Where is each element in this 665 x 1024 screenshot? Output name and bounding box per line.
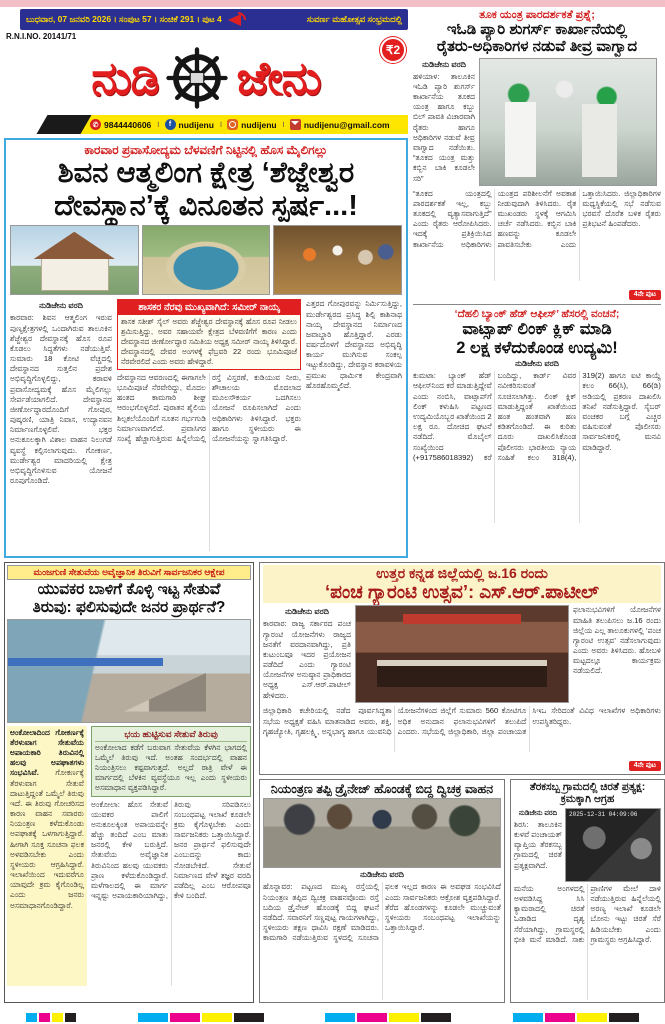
mla-support-box	[117, 299, 301, 370]
print-registration-bars	[0, 1013, 665, 1022]
bridge-photo	[7, 619, 251, 723]
bridge-side-text: ಗೋಕರ್ಣಕ್ಕೆ ತೆರಳುವಾಗ ಸೇತುವೆ ದಾಟುತ್ತಿದ್ದಂತೆ ಒಮ್ಮೆಲೆ ತಿರುವು ಇದೆ. ಈ ತಿರುವು ಗೋಚರಿಸದ ಕಾರಣ ವಾಹನ ಸವಾರರು ನಿಯಂತ್ರಣ ಕಳೆದುಕೊಂಡು ಅಪಘಾತಕ್ಕೆ ಒಳಗಾಗುತ್ತಿದ್ದಾರೆ. ಹೀಗಾಗಿ ಸೂಕ್ತ ಸೂಚನಾ ಫಲಕ ಅಳವಡಿಸಬೇಕು ಎಂದು ಸ್ಥಳೀಯರು ಆಗ್ರಹಿಸಿದ್ದಾರೆ. ಇಲಾಖೆಯಿಂದ ಇದುವರೆಗೂ ಯಾವುದೇ ಕ್ರಮ ಕೈಗೊಂಡಿಲ್ಲ ಎಂದು ಜನರು ಅಸಮಾಧಾನಗೊಂಡಿದ್ದಾರೆ.	[10, 768, 84, 910]
jubilee-note: ಸುವರ್ಣ ಮಹೋತ್ಸವ ಸಂಭ್ರಮದಲ್ಲಿ	[306, 14, 402, 24]
color-bar	[577, 1013, 607, 1022]
sugar-body-columns: “ತೂಕದ ಯಂತ್ರದಲ್ಲಿ ಪಾರದರ್ಶಕತೆ ಇಲ್ಲ, ಕಬ್ಬು ತೂಕದಲ್ಲಿ ವ್ಯತ್ಯಾಸವಾಗುತ್ತಿದೆ” ಎಂದು ರೈತರು ಆರೋಪಿಸಿದರು. ಇದಕ್ಕೆ ಪ್ರತಿಕ್ರಿಯಿಸಿದ ಕಾರ್ಖಾನೆಯ ಅಧಿಕಾರಿಗಳು ಯಂತ್ರದ ಪರಿಶೀಲನೆಗೆ ಅವಕಾಶ ನೀಡುವುದಾಗಿ ತಿಳಿಸಿದರು. ರೈತ ಮುಖಂಡರು ಸ್ಥಳಕ್ಕೆ ಆಗಮಿಸಿ ಚರ್ಚೆ ನಡೆಸಿದರು. ಕಬ್ಬಿನ ಬಾಕಿ ಹಣವನ್ನು ಕೂಡಲೇ ಪಾವತಿಸಬೇಕು ಎಂದು ಒತ್ತಾಯಿಸಿದರು. ಜಿಲ್ಲಾಧಿಕಾರಿಗಳ ಮಧ್ಯಸ್ಥಿಕೆಯಲ್ಲಿ ಸಭೆ ನಡೆಸುವ ಭರವಸೆ ದೊರೆತ ಬಳಿಕ ರೈತರು ಪ್ರತಿಭಟನೆ ಹಿಂಪಡೆದರು.	[413, 188, 661, 249]
sugar-headline-line1: ಇಓಡಿ ಪ್ಯಾರಿ ಶುಗರ್ಸ್ ಕಾರ್ಖಾನೆಯಲ್ಲಿ	[446, 21, 628, 39]
lead-column-4: ಎತ್ತರದ ಗೋಪುರವನ್ನು ನಿರ್ಮಿಸುತ್ತಿದ್ದು, ಮುರ್ಡೇಶ್ವರದ ಪ್ರಸಿದ್ಧ ಶಿಲ್ಪಿ ಕಾಶಿನಾಥ ನಾಯ್ಕ ದೇವಸ್ಥಾನದ ನಿರ್ಮಾಣದ ಜವಾಬ್ದಾರಿ ಹೊತ್ತಿದ್ದಾರೆ. ಎರಡು ವರ್ಷದೊಳಗೆ ದೇವಸ್ಥಾನದ ಅಭಿವೃದ್ಧಿ ಕಾರ್ಯ ಮುಗಿಸುವ ಸಂಕಲ್ಪ ಇಟ್ಟುಕೊಂಡಿದ್ದು, ದೇವಸ್ಥಾನ ಕರಾವಳಿಯ ಪ್ರಮುಖ ಧಾರ್ಮಿಕ ಕೇಂದ್ರವಾಗಿ ಹೊರಹೊಮ್ಮಲಿದೆ.	[306, 299, 402, 390]
color-bar	[170, 1013, 200, 1022]
phone-icon: ✆	[90, 119, 101, 130]
factory-meeting-photo	[479, 58, 657, 186]
bridge-highlight-text: ಅಂಕೋಲಾದ ಕಡೆಗೆ ಬರುವಾಗ ಸೇತುವೆಯ ಕೆಳಗಿನ ಭಾಗದಲ್ಲಿ ಒಮ್ಮೆಲೆ ತಿರುವು ಇದೆ. ಅಂತಹ ಸಂದರ್ಭದಲ್ಲಿ ವಾಹನ ನಿಯಂತ್ರಿಸಲು ಕಷ್ಟವಾಗುತ್ತದೆ. ಅಲ್ಲದೆ ರಾತ್ರಿ ವೇಳೆ ಈ ಮಾರ್ಗದಲ್ಲಿ ಬೆಳಕಿನ ವ್ಯವಸ್ಥೆಯೂ ಇಲ್ಲ ಎಂದು ಸ್ಥಳೀಯರು ಅಸಮಾಧಾನ ವ್ಯಕ್ತಪಡಿಸಿದ್ದಾರೆ.	[95, 742, 247, 793]
color-bar	[513, 1013, 543, 1022]
drainage-accident-story	[259, 779, 505, 1003]
color-bar	[389, 1013, 419, 1022]
mla-support-box-title: ಶಾಸಕರ ನೆರವು ಮುಖ್ಯವಾಗಿದೆ: ಸಮೀರ್ ನಾಯ್ಕ	[118, 300, 300, 315]
color-bar	[65, 1013, 76, 1022]
color-bar	[609, 1013, 639, 1022]
masthead-word-1: ನುಡಿ	[91, 52, 159, 104]
edition-info-bar	[20, 9, 408, 30]
fraud-headline-line2: 2 ಲಕ್ಷ ಕಳೆದುಕೊಂಡ ಉದ್ಯಮಿ!	[456, 338, 618, 357]
masthead	[4, 41, 408, 115]
bridge-yellow-column	[7, 726, 87, 986]
color-bar	[234, 1013, 264, 1022]
cmyk-group	[26, 1013, 76, 1022]
color-bar	[325, 1013, 355, 1022]
lead-columns-2-3: ದೇವಸ್ಥಾನದ ಆವರಣದಲ್ಲಿ ಈಗಾಗಲೇ ಭೂಮಿಪೂಜೆ ನೆರವೇರಿದ್ದು, ಮೊದಲ ಹಂತದ ಕಾಮಗಾರಿ ಶೀಘ್ರ ಆರಂಭಗೊಳ್ಳಲಿದೆ. ಪುರಾತನ ಶೈಲಿಯ ಶಿಲ್ಪಕಲೆಯೊಂದಿಗೆ ನೂತನ ಗರ್ಭಗುಡಿ ನಿರ್ಮಾಣವಾಗಲಿದೆ. ಪ್ರವಾಸಿಗರ ಸಂಖ್ಯೆ ಹೆಚ್ಚಾಗುತ್ತಿರುವ ಹಿನ್ನೆಲೆಯಲ್ಲಿ ರಸ್ತೆ ವಿಸ್ತರಣೆ, ಕುಡಿಯುವ ನೀರು, ಶೌಚಾಲಯ ಮೊದಲಾದ ಮೂಲಸೌಕರ್ಯ ಒದಗಿಸಲು ಯೋಜನೆ ರೂಪಿಸಲಾಗಿದೆ ಎಂದು ಅಧಿಕಾರಿಗಳು ತಿಳಿಸಿದ್ದಾರೆ. ಭಕ್ತರು ಹಾಗೂ ಸ್ಥಳೀಯರು ಈ ಯೋಜನೆಯನ್ನು ಸ್ವಾಗತಿಸಿದ್ದಾರೆ.	[117, 372, 301, 443]
lead-kicker: ಕಾರವಾರ ಪ್ರವಾಸೋದ್ಯಮ ಬೆಳವಣಿಗೆ ನಿಟ್ಟಿನಲ್ಲಿ ಹೊಸ ಮೈಲಿಗಲ್ಲು	[84, 143, 328, 157]
sugar-column-1: ಹಳಿಯಾಳ: ತಾಲೂಕಿನ ಇಓಡಿ ಪ್ಯಾರಿ ಶುಗರ್ಸ್ ಕಾರ್ಖಾನೆಯ ತೂಕದ ಯಂತ್ರ ಹಾಗೂ ಕಬ್ಬು ಬಿಲ್ ಪಾವತಿ ವಿಚಾರವಾಗಿ ರೈತರು ಹಾಗೂ ಅಧಿಕಾರಿಗಳ ನಡುವೆ ತೀವ್ರ ವಾಗ್ವಾದ ನಡೆಯಿತು. “ತೂಕದ ಯಂತ್ರ ಮತ್ತು ಕಬ್ಬಿನ ಬಾಕಿ ಕೂಡಲೇ ಸರಿ”	[413, 71, 475, 183]
leopard-headline: ತೆರಕಸಬ್ಬ ಗ್ರಾಮದಲ್ಲಿ ಚಿರತೆ ಪ್ರತ್ಯಕ್ಷ: ಕ್ರಮಕ್ಕಾಗಿ ಆಗ್ರಹ	[529, 781, 646, 806]
separator: ।	[156, 119, 160, 129]
sugar-kicker: ತೂಕ ಯಂತ್ರ ಪಾರದರ್ಶಕತೆ ಪ್ರಶ್ನೆ;	[479, 9, 595, 21]
mla-support-box-text: ಶಾಸಕ ಸತೀಶ್ ಸೈಲ್ ಅವರು ಶೆಜ್ಜೇಶ್ವರ ದೇವಸ್ಥಾನಕ್ಕೆ ಹೊಸ ರೂಪ ನೀಡಲು ಶ್ರಮಿಸುತ್ತಿದ್ದು, ಅವರ ಸಹಾಯವೇ ಕ್ಷೇತ್ರದ ಬೆಳವಣಿಗೆಗೆ ಕಾರಣ ಎಂದು ದೇವಸ್ಥಾನದ ಜೀರ್ಣೋದ್ಧಾರ ಸಮಿತಿಯ ಅಧ್ಯಕ್ಷ ಸಮೀರ್ ನಾಯ್ಕ ತಿಳಿಸಿದ್ದಾರೆ. ದೇವಸ್ಥಾನದಲ್ಲಿ ದೇವರ ಅಂಗಳಕ್ಕೆ ಫೆಬ್ರವರಿ 22 ರಂದು ಭೂಮಿಪೂಜೆ ನೆರವೇರಲಿದೆ ಎಂದು ಅವರು ಹೇಳಿದ್ದಾರೆ.	[121, 317, 297, 367]
bridge-body-columns: ಅಂಕೋಲಾ: ಹೊಸ ಸೇತುವೆ ಯುವಕರ ಪಾಲಿಗೆ ಅನುಕೂಲಕ್ಕಿಂತ ಅಪಾಯವನ್ನೇ ಹೆಚ್ಚು ತಂದಿದೆ ಎಂಬ ಮಾತು ಜನರಲ್ಲಿ ಕೇಳಿ ಬರುತ್ತಿದೆ. ಸೇತುವೆಯ ಅವೈಜ್ಞಾನಿಕ ತಿರುವಿನಿಂದ ಹಲವು ಯುವಕರು ಪ್ರಾಣ ಕಳೆದುಕೊಂಡಿದ್ದಾರೆ. ಮಳೆಗಾಲದಲ್ಲಿ ಈ ಮಾರ್ಗ ಇನ್ನಷ್ಟು ಅಪಾಯಕಾರಿಯಾಗಿದ್ದು, ತಿರುವು ಸರಿಪಡಿಸಲು ಸಂಬಂಧಪಟ್ಟ ಇಲಾಖೆ ಕೂಡಲೇ ಕ್ರಮ ಕೈಗೊಳ್ಳಬೇಕು ಎಂದು ಸಾರ್ವಜನಿಕರು ಒತ್ತಾಯಿಸಿದ್ದಾರೆ. ಜನರ ಪ್ರಾರ್ಥನೆ ಫಲಿಸುವುದೇ ಎಂಬುದನ್ನು ಕಾದು ನೋಡಬೇಕಿದೆ. ಸೇತುವೆ ನಿರ್ಮಾಣದ ವೇಳೆ ತಜ್ಞರ ವರದಿ ಪಡೆದಿಲ್ಲ ಎಂಬ ಆರೋಪವೂ ಕೇಳಿ ಬಂದಿದೆ.	[91, 799, 251, 901]
cctv-timestamp: 2025-12-31 04:09:06	[569, 810, 638, 818]
temple-pond-rendering-photo	[142, 225, 271, 295]
email-icon	[290, 119, 301, 130]
top-margin-strip	[0, 0, 665, 7]
lead-headline-line2: ದೇವಸ್ಥಾನ’ಕ್ಕೆ ವಿನೂತನ ಸ್ಪರ್ಷ...!	[54, 189, 358, 222]
panch-headline-line2: ‘ಪಂಚ ಗ್ಯಾರಂಟಿ ಉತ್ಸವ’: ಎಸ್.ಆರ್.ಪಾಟೀಲ್	[324, 580, 600, 602]
cmyk-group	[513, 1013, 639, 1022]
bridge-story	[4, 562, 254, 1003]
accident-crowd-photo	[263, 798, 501, 868]
edition-date: ಬುಧವಾರ, 07 ಜನವರಿ 2026 । ಸಂಪುಟ 57 । ಸಂಚಿಕೆ 291 । ಪುಟ 4	[26, 14, 222, 24]
separator: ।	[281, 119, 285, 129]
lead-headline-line1: ಶಿವನ ಆತ್ಮಲಿಂಗ ಕ್ಷೇತ್ರ ‘ಶೆಜ್ಜೇಶ್ವರ	[57, 157, 355, 190]
bridge-highlight-box	[91, 726, 251, 797]
color-bar	[545, 1013, 575, 1022]
drain-headline: ನಿಯಂತ್ರಣ ತಪ್ಪಿ ಡ್ರೈನೇಜ್ ಹೊಂಡಕ್ಕೆ ಬಿದ್ದ ದ್ವಿಚಕ್ರ ವಾಹನ	[270, 782, 494, 797]
sugar-factory-story	[413, 9, 661, 305]
panch-left-column: ಕಾರವಾರ: ರಾಜ್ಯ ಸರ್ಕಾರದ ಪಂಚ ಗ್ಯಾರಂಟಿ ಯೋಜನೆಗಳು ರಾಜ್ಯದ ಜನತೆಗೆ ವರದಾನವಾಗಿದ್ದು, ಪ್ರತಿ ಕುಟುಂಬವೂ ಇದರ ಪ್ರಯೋಜನ ಪಡೆದಿದೆ ಎಂದು ಗ್ಯಾರಂಟಿ ಯೋಜನೆಗಳ ಅನುಷ್ಠಾನ ಪ್ರಾಧಿಕಾರದ ಅಧ್ಯಕ್ಷ ಎಸ್.ಆರ್.ಪಾಟೀಲ್ ಹೇಳಿದರು.	[263, 619, 351, 700]
fraud-byline: ನುಡಿಜೇನು ವರದಿ	[515, 359, 559, 369]
panch-byline: ನುಡಿಜೇನು ವರದಿ	[285, 607, 329, 617]
leopard-byline: ನುಡಿಜೇನು ವರದಿ	[518, 809, 558, 817]
color-bar	[421, 1013, 451, 1022]
contact-strip-flag	[37, 115, 92, 134]
facebook-handle: f nudijenu	[165, 119, 214, 130]
bridge-kicker: ಮಂಜಗುಣಿ ಸೇತುವೆಯ ಅವೈಜ್ಞಾನಿಕ ತಿರುವಿಗೆ ಸಾರ್ವಜನಿಕರ ಆಕ್ಷೇಪ	[7, 565, 251, 580]
cmyk-group	[138, 1013, 264, 1022]
rni-number: R.N.I.NO. 20141/71	[6, 32, 77, 41]
lead-column-1: ಕಾರವಾರ: ಶಿವನ ಆತ್ಮಲಿಂಗ ಇರುವ ಪುಣ್ಯಕ್ಷೇತ್ರಗಳಲ್ಲಿ ಒಂದಾಗಿರುವ ತಾಲೂಕಿನ ಶೆಜ್ಜೇಶ್ವರ ದೇವಸ್ಥಾನಕ್ಕೆ ಹೊಸ ರೂಪ ಕೊಡಲು ಸಿದ್ಧತೆಗಳು ನಡೆಯುತ್ತಿವೆ. ಸುಮಾರು 18 ಕೋಟಿ ವೆಚ್ಚದಲ್ಲಿ ದೇವಸ್ಥಾನದ ಸುತ್ತಲಿನ ಪ್ರದೇಶ ಅಭಿವೃದ್ಧಿಗೊಳ್ಳಲಿದ್ದು, ಕರಾವಳಿ ಪ್ರವಾಸೋದ್ಯಮಕ್ಕೆ ಹೊಸ ಮೈಲಿಗಲ್ಲು ಸೇರ್ಪಡೆಯಾಗಲಿದೆ. ದೇವಸ್ಥಾನದ ಜೀರ್ಣೋದ್ಧಾರದೊಂದಿಗೆ ಗೋಪುರ, ಪುಷ್ಕರಣಿ, ಯಾತ್ರಿ ನಿವಾಸ, ಉದ್ಯಾನವನ ನಿರ್ಮಾಣಗೊಳ್ಳಲಿವೆ. ಭಕ್ತರ ಅನುಕೂಲಕ್ಕಾಗಿ ವಿಶಾಲ ವಾಹನ ನಿಲುಗಡೆ ವ್ಯವಸ್ಥೆ ಕಲ್ಪಿಸಲಾಗುವುದು. ಗೋಕರ್ಣ, ಮುರ್ಡೇಶ್ವರ ಮಾದರಿಯಲ್ಲಿ ಕ್ಷೇತ್ರ ಅಭಿವೃದ್ಧಿಗೊಳಿಸುವ ಯೋಜನೆ ರೂಪುಗೊಂಡಿದೆ.	[10, 313, 112, 486]
bridge-headline-line2: ತಿರುವು: ಫಲಿಸುವುದೇ ಜನರ ಪ್ರಾರ್ಥನೆ?	[32, 599, 226, 617]
leopard-body-columns: ಮನೆಯ ಅಂಗಳದಲ್ಲಿ ಅಳವಡಿಸಿದ್ದ ಸಿಸಿ ಕ್ಯಾಮರಾದಲ್ಲಿ ಚಿರತೆ ಓಡಾಡಿದ ದೃಶ್ಯ ಸೆರೆಯಾಗಿದ್ದು, ಗ್ರಾಮಸ್ಥರಲ್ಲಿ ಭೀತಿ ಮನೆ ಮಾಡಿದೆ. ಸಾಕು ಪ್ರಾಣಿಗಳ ಮೇಲೆ ದಾಳಿ ನಡೆಯುತ್ತಿರುವ ಹಿನ್ನೆಲೆಯಲ್ಲಿ ಅರಣ್ಯ ಇಲಾಖೆ ಕೂಡಲೇ ಬೋನು ಇಟ್ಟು ಚಿರತೆ ಸೆರೆ ಹಿಡಿಯಬೇಕು ಎಂದು ಗ್ರಾಮಸ್ಥರು ಆಗ್ರಹಿಸಿದ್ದಾರೆ.	[514, 883, 661, 944]
panch-right-column: ಫಲಾನುಭವಿಗಳಿಗೆ ಯೋಜನೆಗಳ ಮಾಹಿತಿ ತಲುಪಿಸಲು ಜ.16 ರಂದು ಜಿಲ್ಲೆಯ ಎಲ್ಲ ತಾಲೂಕುಗಳಲ್ಲಿ ‘ಪಂಚ ಗ್ಯಾರಂಟಿ ಉತ್ಸವ’ ನಡೆಸಲಾಗುವುದು ಎಂದು ಅವರು ತಿಳಿಸಿದರು. ಹೋಬಳಿ ಮಟ್ಟದಲ್ಲೂ ಕಾರ್ಯಕ್ರಮ ನಡೆಯಲಿದೆ.	[573, 605, 661, 676]
megaphone-icon	[226, 11, 248, 29]
phone-contact: ✆ 9844440606	[90, 119, 151, 130]
fraud-headline-line1: ವಾಟ್ಸಾಪ್ ಲಿಂಕ್ ಕ್ಲಿಕ್ ಮಾಡಿ	[462, 320, 612, 339]
email-contact: nudijenu@gmail.com	[290, 119, 390, 130]
color-bar	[39, 1013, 50, 1022]
whatsapp-fraud-story	[413, 308, 661, 524]
continued-page-tag: 4ನೇ ಪುಟ	[629, 290, 661, 300]
cctv-leopard-photo	[565, 808, 661, 882]
color-bar	[138, 1013, 168, 1022]
fraud-kicker: ‘ದೆಹಲಿ ಬ್ಯಾಂಕ್ ಹೆಡ್ ಆಫೀಸ್’ ಹೆಸರಲ್ಲಿ ವಂಚನೆ;	[454, 307, 620, 320]
color-bar	[202, 1013, 232, 1022]
instagram-icon	[227, 119, 238, 130]
color-bar	[52, 1013, 63, 1022]
bridge-headline-line1: ಯುವಕರ ಬಾಳಿಗೆ ಕೊಳ್ಳಿ ಇಟ್ಟ ಸೇತುವೆ	[37, 581, 221, 598]
lead-byline: ನುಡಿಜೇನು ವರದಿ	[39, 301, 83, 311]
meeting-hall-photo	[355, 605, 569, 703]
continued-page-tag: 4ನೇ ಪುಟ	[629, 761, 661, 771]
cmyk-group	[325, 1013, 451, 1022]
separator: ।	[218, 119, 223, 129]
bridge-side-lead: ಅಂಕೋಲಾದಿಂದ ಗೋಕರ್ಣಕ್ಕೆ ತೆರಳುವಾಗ ಸೇತುವೆಯ ಅಪಾಯಕಾರಿ ತಿರುವಿನಲ್ಲಿ ಹಲವು ಅಪಘಾತಗಳು ಸಂಭವಿಸಿವೆ.	[10, 727, 84, 778]
leopard-side-column: ಶಿರಸಿ: ತಾಲೂಕಿನ ಕುಳವೆ ಪಂಚಾಯತ್ ವ್ಯಾಪ್ತಿಯ ತೆರಕಸಬ್ಬ ಗ್ರಾಮದಲ್ಲಿ ಚಿರತೆ ಪ್ರತ್ಯಕ್ಷವಾಗಿದೆ.	[514, 819, 562, 870]
drain-body-columns: ಹೊನ್ನಾವರ: ಪಟ್ಟಣದ ಮುಖ್ಯ ರಸ್ತೆಯಲ್ಲಿ ನಿಯಂತ್ರಣ ತಪ್ಪಿದ ದ್ವಿಚಕ್ರ ವಾಹನವೊಂದು ರಸ್ತೆ ಬದಿಯ ಡ್ರೈನೇಜ್ ಹೊಂಡಕ್ಕೆ ಬಿದ್ದ ಘಟನೆ ನಡೆದಿದೆ. ಸವಾರನಿಗೆ ಸಣ್ಣಪುಟ್ಟ ಗಾಯಗಳಾಗಿದ್ದು, ಸ್ಥಳೀಯರು ತಕ್ಷಣ ಧಾವಿಸಿ ರಕ್ಷಣೆ ಮಾಡಿದರು. ಕಾಮಗಾರಿ ನಡೆಯುತ್ತಿರುವ ಸ್ಥಳದಲ್ಲಿ ಸೂಚನಾ ಫಲಕ ಇಲ್ಲದ ಕಾರಣ ಈ ಅವಘಡ ಸಂಭವಿಸಿದೆ ಎಂದು ಸಾರ್ವಜನಿಕರು ಆಕ್ರೋಶ ವ್ಯಕ್ತಪಡಿಸಿದ್ದಾರೆ. ತೆರೆದ ಹೊಂಡಗಳನ್ನು ಕೂಡಲೇ ಮುಚ್ಚುವಂತೆ ಸ್ಥಳೀಯರು ಸಂಬಂಧಪಟ್ಟ ಇಲಾಖೆಯನ್ನು ಒತ್ತಾಯಿಸಿದ್ದಾರೆ.	[263, 882, 501, 943]
contact-strip	[76, 115, 408, 134]
panch-headline-line1: ಉತ್ತರ ಕನ್ನಡ ಜಿಲ್ಲೆಯಲ್ಲಿ ಜ.16 ರಂದು	[376, 565, 548, 581]
sugar-headline-line2: ರೈತರು-ಅಧಿಕಾರಿಗಳ ನಡುವೆ ತೀವ್ರ ವಾಗ್ವಾದ	[436, 37, 638, 55]
lead-story	[4, 138, 408, 558]
fraud-body-columns: ಕುಮಟಾ: ಬ್ಯಾಂಕ್ ಹೆಡ್ ಆಫೀಸ್‌ನಿಂದ ಕರೆ ಮಾಡುತ್ತಿದ್ದೇವೆ ಎಂದು ನಂಬಿಸಿ, ವಾಟ್ಸಾಪ್‌ಗೆ ಲಿಂಕ್ ಕಳುಹಿಸಿ ಪಟ್ಟಣದ ಉದ್ಯಮಿಯೊಬ್ಬರ ಖಾತೆಯಿಂದ 2 ಲಕ್ಷ ರೂ. ದೋಚಿದ ಘಟನೆ ನಡೆದಿದೆ. ಮೊಬೈಲ್ ಸಂಖ್ಯೆಯಿಂದ (+917586018392) ಕರೆ ಬಂದಿದ್ದು, ಕಾರ್ಡ್ ವಿವರ ನವೀಕರಿಸುವಂತೆ ಸೂಚಿಸಲಾಗಿತ್ತು. ಲಿಂಕ್ ಕ್ಲಿಕ್ ಮಾಡುತ್ತಿದ್ದಂತೆ ಖಾತೆಯಿಂದ ಹಂತ ಹಂತವಾಗಿ ಹಣ ಕಡಿತಗೊಂಡಿದೆ. ಈ ಕುರಿತು ದೂರು ದಾಖಲಿಸಿಕೊಂಡ ಪೊಲೀಸರು ಭಾರತೀಯ ನ್ಯಾಯ ಸಂಹಿತೆ ಕಲಂ 318(4), 319(2) ಹಾಗೂ ಐಟಿ ಕಾಯ್ದೆ ಕಲಂ 66(ಸಿ), 66(ಡಿ) ಅಡಿಯಲ್ಲಿ ಪ್ರಕರಣ ದಾಖಲಿಸಿ ತನಿಖೆ ನಡೆಸುತ್ತಿದ್ದಾರೆ. ಸೈಬರ್ ವಂಚಕರ ಬಗ್ಗೆ ಎಚ್ಚರ ವಹಿಸುವಂತೆ ಪೊಲೀಸರು ಸಾರ್ವಜನಿಕರಲ್ಲಿ ಮನವಿ ಮಾಡಿದ್ದಾರೆ.	[413, 371, 661, 462]
leopard-story	[510, 779, 665, 1003]
masthead-word-2: ಜೇನು	[236, 52, 321, 104]
color-bar	[357, 1013, 387, 1022]
temple-rendering-photo	[10, 225, 139, 295]
drain-byline: ನುಡಿಜೇನು ವರದಿ	[360, 870, 404, 880]
instagram-handle: nudijenu	[227, 119, 276, 130]
facebook-icon: f	[165, 119, 176, 130]
panch-body-columns: ಜಿಲ್ಲಾಧಿಕಾರಿ ಕಚೇರಿಯಲ್ಲಿ ನಡೆದ ಪೂರ್ವಸಿದ್ಧತಾ ಸಭೆಯ ಅಧ್ಯಕ್ಷತೆ ವಹಿಸಿ ಮಾತನಾಡಿದ ಅವರು, ಶಕ್ತಿ, ಗೃಹಜ್ಯೋತಿ, ಗೃಹಲಕ್ಷ್ಮಿ, ಅನ್ನಭಾಗ್ಯ ಹಾಗೂ ಯುವನಿಧಿ ಯೋಜನೆಗಳಿಂದ ಜಿಲ್ಲೆಗೆ ಸುಮಾರು 560 ಕೋಟಿಗೂ ಅಧಿಕ ಅನುದಾನ ಫಲಾನುಭವಿಗಳಿಗೆ ತಲುಪಿದೆ ಎಂದರು. ಸಭೆಯಲ್ಲಿ ಜಿಲ್ಲಾಧಿಕಾರಿ, ಜಿಲ್ಲಾ ಪಂಚಾಯತ ಸಿಇಒ ಸೇರಿದಂತೆ ವಿವಿಧ ಇಲಾಖೆಗಳ ಅಧಿಕಾರಿಗಳು ಉಪಸ್ಥಿತರಿದ್ದರು.	[263, 706, 661, 736]
bridge-highlight-title: ಭಯ ಹುಟ್ಟಿಸುವ ಸೇತುವೆ ತಿರುವು	[95, 729, 247, 742]
guarantee-festival-story	[259, 562, 665, 775]
sugar-byline: ನುಡಿಜೇನು ವರದಿ	[422, 59, 466, 69]
bhoomi-pooja-photo	[273, 225, 402, 295]
color-bar	[26, 1013, 37, 1022]
ship-wheel-icon	[166, 47, 228, 109]
price-badge: ₹2	[380, 37, 406, 63]
